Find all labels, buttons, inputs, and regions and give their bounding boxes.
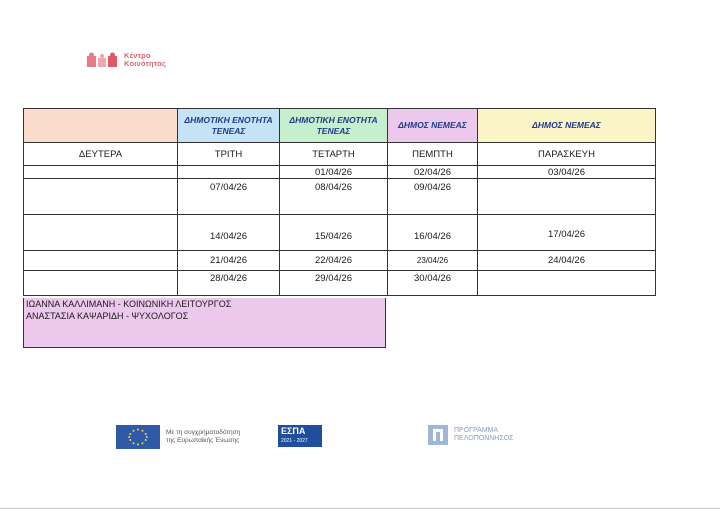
kentro-koinotitas-logo <box>86 52 166 68</box>
date-cell <box>178 166 280 179</box>
weekday-cell: ΤΕΤΑΡΤΗ <box>280 143 388 166</box>
table-row <box>24 179 656 215</box>
table-row <box>24 271 656 296</box>
staff-notes <box>23 298 386 348</box>
date-cell: 23/04/26 <box>388 251 478 271</box>
date-cell <box>24 179 178 215</box>
schedule-table <box>23 108 656 296</box>
date-cell <box>478 179 656 215</box>
staff-line: ΑΝΑΣΤΑΣΙΑ ΚΑΨΑΡΙΔΗ - ΨΥΧΟΛΟΓΟΣ <box>26 311 189 321</box>
weekday-cell: ΠΑΡΑΣΚΕΥΗ <box>478 143 656 166</box>
table-row <box>24 166 656 179</box>
date-cell <box>24 251 178 271</box>
header-row <box>24 109 656 143</box>
date-cell: 28/04/26 <box>178 271 280 296</box>
eu-text-line-1: Με τη συγχρηματοδότηση <box>166 429 241 436</box>
peloponnisos-program-logo <box>428 425 513 445</box>
date-cell: 21/04/26 <box>178 251 280 271</box>
date-cell: 30/04/26 <box>388 271 478 296</box>
program-line-1: ΠΡΟΓΡΑΜΜΑ <box>454 427 499 434</box>
date-cell: 14/04/26 <box>178 215 280 251</box>
date-cell: 15/04/26 <box>280 215 388 251</box>
program-line-2: ΠΕΛΟΠΟΝΝΗΣΟΣ <box>454 435 514 442</box>
date-cell: 03/04/26 <box>478 166 656 179</box>
program-logo-icon <box>428 425 448 445</box>
logo-line-1: Κέντρο <box>124 51 151 60</box>
header-cell: ΔΗΜΟΤΙΚΗ ΕΝΟΤΗΤΑ ΤΕΝΕΑΣ <box>280 109 388 143</box>
date-cell: 02/04/26 <box>388 166 478 179</box>
espa-label: ΕΣΠΑ <box>281 426 306 436</box>
date-cell <box>24 215 178 251</box>
weekday-cell: ΤΡΙΤΗ <box>178 143 280 166</box>
date-cell: 17/04/26 <box>478 215 656 251</box>
table-row <box>24 251 656 271</box>
date-cell: 24/04/26 <box>478 251 656 271</box>
date-cell: 29/04/26 <box>280 271 388 296</box>
staff-line: ΙΩΑΝΝΑ ΚΑΛΛΙΜΑΝΗ - ΚΟΙΝΩΝΙΚΗ ΛΕΙΤΟΥΡΓΟΣ <box>26 299 232 309</box>
date-cell: 01/04/26 <box>280 166 388 179</box>
people-logo-icon <box>86 52 118 68</box>
weekday-row <box>24 143 656 166</box>
date-cell: 09/04/26 <box>388 179 478 215</box>
date-cell: 16/04/26 <box>388 215 478 251</box>
eu-cofunding <box>116 425 240 449</box>
date-cell: 07/04/26 <box>178 179 280 215</box>
espa-years: 2021 - 2027 <box>281 438 308 444</box>
date-cell <box>24 166 178 179</box>
date-cell <box>478 271 656 296</box>
header-cell: ΔΗΜΟΣ ΝΕΜΕΑΣ <box>478 109 656 143</box>
header-cell: ΔΗΜΟΣ ΝΕΜΕΑΣ <box>388 109 478 143</box>
eu-text-line-2: της Ευρωπαϊκής Ένωσης <box>166 437 240 444</box>
espa-badge <box>278 425 322 447</box>
header-cell: ΔΗΜΟΤΙΚΗ ΕΝΟΤΗΤΑ ΤΕΝΕΑΣ <box>178 109 280 143</box>
weekday-cell: ΠΕΜΠΤΗ <box>388 143 478 166</box>
weekday-cell: ΔΕΥΤΕΡΑ <box>24 143 178 166</box>
page-bottom-divider <box>0 508 720 509</box>
date-cell <box>24 271 178 296</box>
header-cell <box>24 109 178 143</box>
logo-line-2: Κοινότητας <box>124 59 167 68</box>
espa-logo <box>278 425 322 447</box>
date-cell: 22/04/26 <box>280 251 388 271</box>
table-row <box>24 215 656 251</box>
date-cell: 08/04/26 <box>280 179 388 215</box>
eu-flag-icon <box>116 425 160 449</box>
